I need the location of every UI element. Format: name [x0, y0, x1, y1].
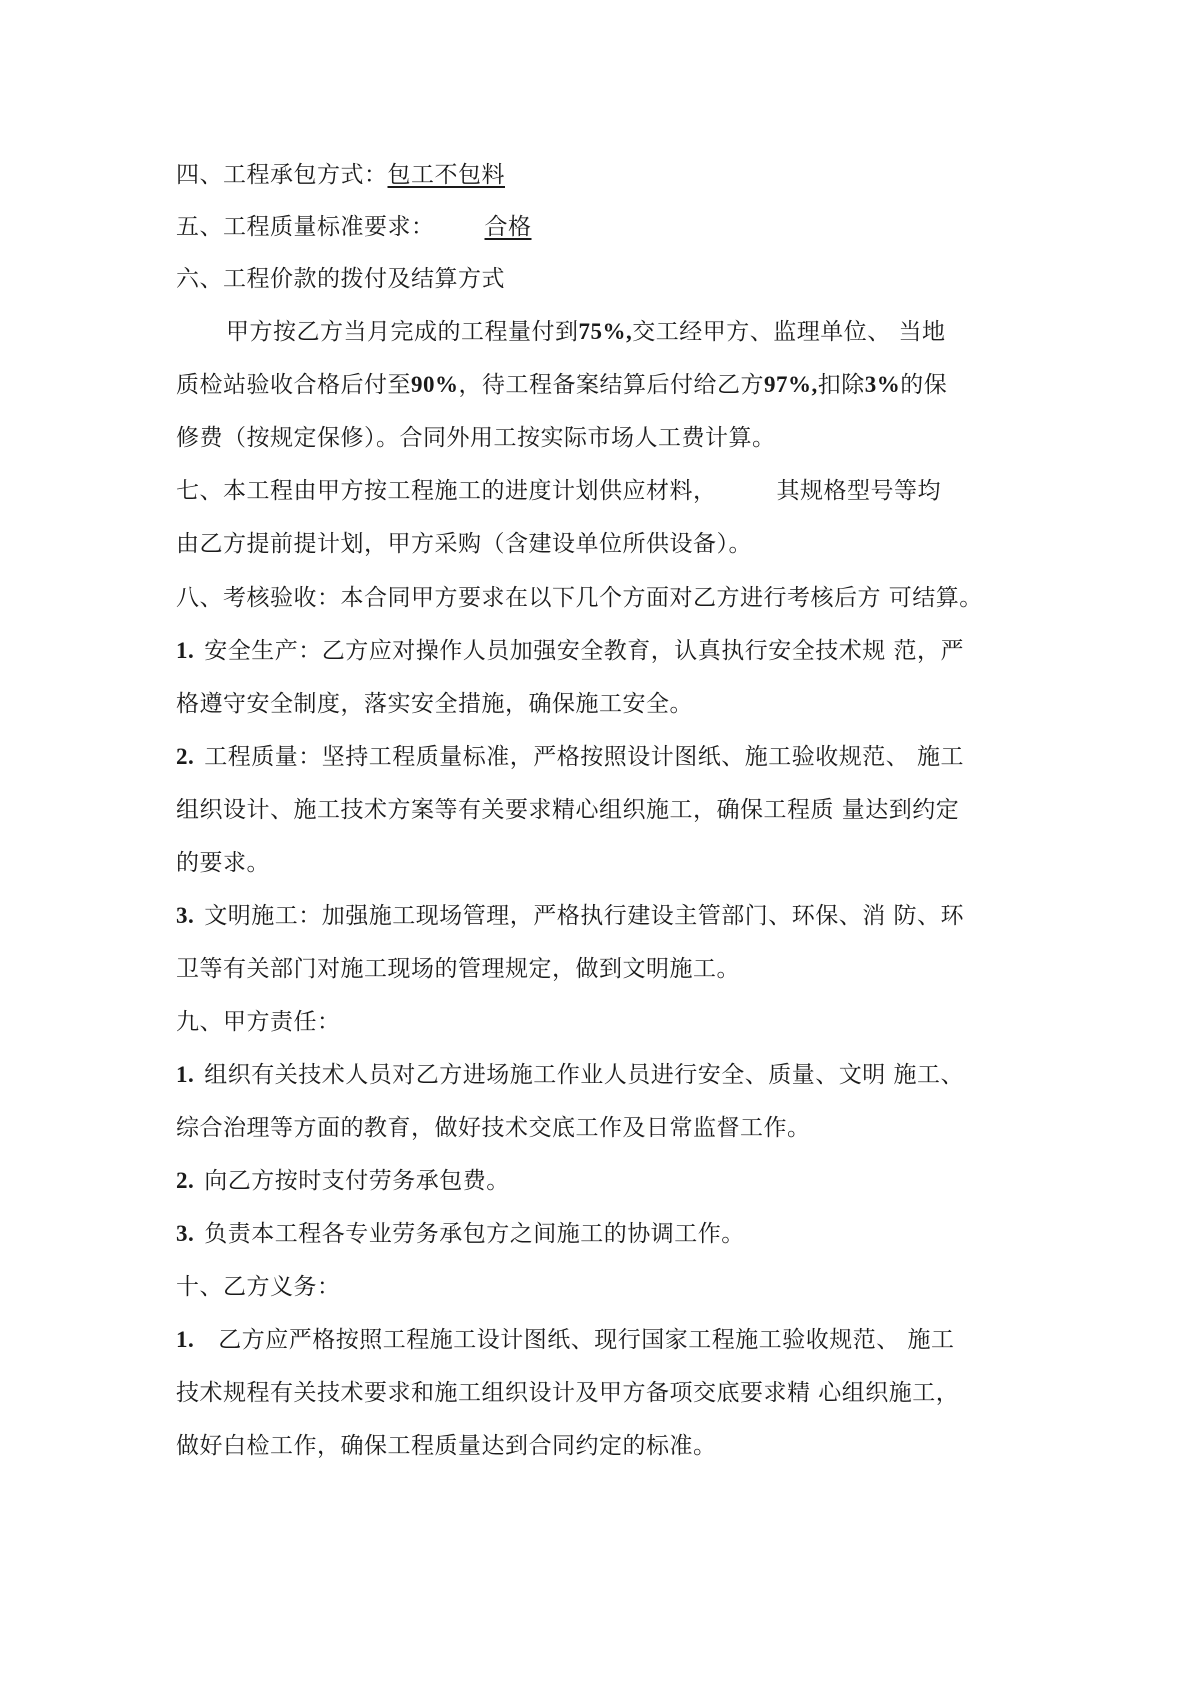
list-number: 2.: [176, 1168, 195, 1193]
clause-6-line-1: [226, 316, 946, 348]
clause-7-line-1: [176, 475, 941, 507]
clause-8-item-2-line-1: [176, 741, 964, 773]
list-number: 1.: [176, 638, 195, 663]
clause-6-percent-2: 90%: [411, 372, 459, 397]
clause-6-text-6: 的保: [900, 372, 948, 398]
clause-8-item-3-line-1: [176, 900, 964, 932]
clause-8-item-2-line-3: 的要求。: [176, 850, 270, 876]
clause-7-text-2: 其规格型号等均: [776, 478, 941, 504]
clause-6-line-3: 修费（按规定保修）。合同外用工按实际市场人工费计算。: [176, 425, 776, 451]
list-item-text: 文明施工：加强施工现场管理，严格执行建设主管部门、环保、消 防、环: [204, 903, 965, 929]
list-item-text: 工程质量：坚持工程质量标准，严格按照设计图纸、施工验收规范、 施工: [204, 744, 965, 770]
list-item-text: 安全生产：乙方应对操作人员加强安全教育，认真执行安全技术规 范，严: [204, 638, 965, 664]
clause-6-line-2: [176, 369, 947, 401]
clause-5: [176, 211, 532, 243]
clause-6-text-5: 扣除: [817, 372, 865, 398]
clause-9-item-1-line-1: [176, 1059, 964, 1091]
clause-9-item-1-line-2: 综合治理等方面的教育，做好技术交底工作及日常监督工作。: [176, 1115, 811, 1141]
clause-6-percent-4: 3%: [864, 372, 901, 397]
clause-10-title: 十、乙方义务：: [176, 1274, 341, 1300]
clause-9-title: 九、甲方责任：: [176, 1009, 341, 1035]
list-item-text: 负责本工程各专业劳务承包方之间施工的协调工作。: [204, 1221, 745, 1247]
clause-6-percent-3: 97%,: [764, 372, 818, 397]
list-number: 1.: [176, 1062, 195, 1087]
clause-9-item-2: [176, 1165, 510, 1197]
clause-5-label: 五、工程质量标准要求：: [176, 214, 435, 240]
list-item-text: 乙方应严格按照工程施工设计图纸、现行国家工程施工验收规范、 施工: [218, 1327, 955, 1353]
clause-6-percent-1: 75%,: [578, 319, 633, 344]
clause-6-text-3: 质检站验收合格后付至: [176, 372, 411, 398]
list-number: 1.: [176, 1327, 195, 1352]
clause-8-title: 八、考核验收：本合同甲方要求在以下几个方面对乙方进行考核后方 可结算。: [176, 585, 983, 611]
clause-7-text-1: 七、本工程由甲方按工程施工的进度计划供应材料，: [176, 478, 717, 504]
clause-8-item-1-line-1: [176, 635, 964, 667]
list-number: 2.: [176, 744, 195, 769]
clause-6-title: 六、工程价款的拨付及结算方式: [176, 266, 505, 292]
clause-4-label: 四、工程承包方式：: [176, 162, 388, 188]
clause-10-item-1-line-1: [176, 1324, 955, 1356]
list-item-text: 向乙方按时支付劳务承包费。: [204, 1168, 510, 1194]
clause-6-text-1: 甲方按乙方当月完成的工程量付到: [226, 319, 579, 345]
list-number: 3.: [176, 903, 195, 928]
list-item-text: 组织有关技术人员对乙方进场施工作业人员进行安全、质量、文明 施工、: [204, 1062, 965, 1088]
clause-9-item-3: [176, 1218, 745, 1250]
clause-8-item-1-line-2: 格遵守安全制度，落实安全措施，确保施工安全。: [176, 691, 693, 717]
clause-8-item-3-line-2: 卫等有关部门对施工现场的管理规定，做到文明施工。: [176, 956, 740, 982]
list-number: 3.: [176, 1221, 195, 1246]
clause-10-item-1-line-2: 技术规程有关技术要求和施工组织设计及甲方备项交底要求精 心组织施工，: [176, 1380, 960, 1406]
clause-6-text-2: 交工经甲方、监理单位、 当地: [632, 319, 946, 345]
clause-10-item-1-line-3: 做好白检工作，确保工程质量达到合同约定的标准。: [176, 1433, 717, 1459]
clause-8-item-2-line-2: 组织设计、施工技术方案等有关要求精心组织施工，确保工程质 量达到约定: [176, 797, 960, 823]
clause-6-text-4: ，待工程备案结算后付给乙方: [458, 372, 764, 398]
clause-4-value: 包工不包料: [387, 162, 505, 188]
clause-7-line-2: 由乙方提前提计划，甲方采购（含建设单位所供设备）。: [176, 531, 752, 557]
clause-5-value: 合格: [484, 214, 532, 240]
clause-4: [176, 159, 505, 191]
